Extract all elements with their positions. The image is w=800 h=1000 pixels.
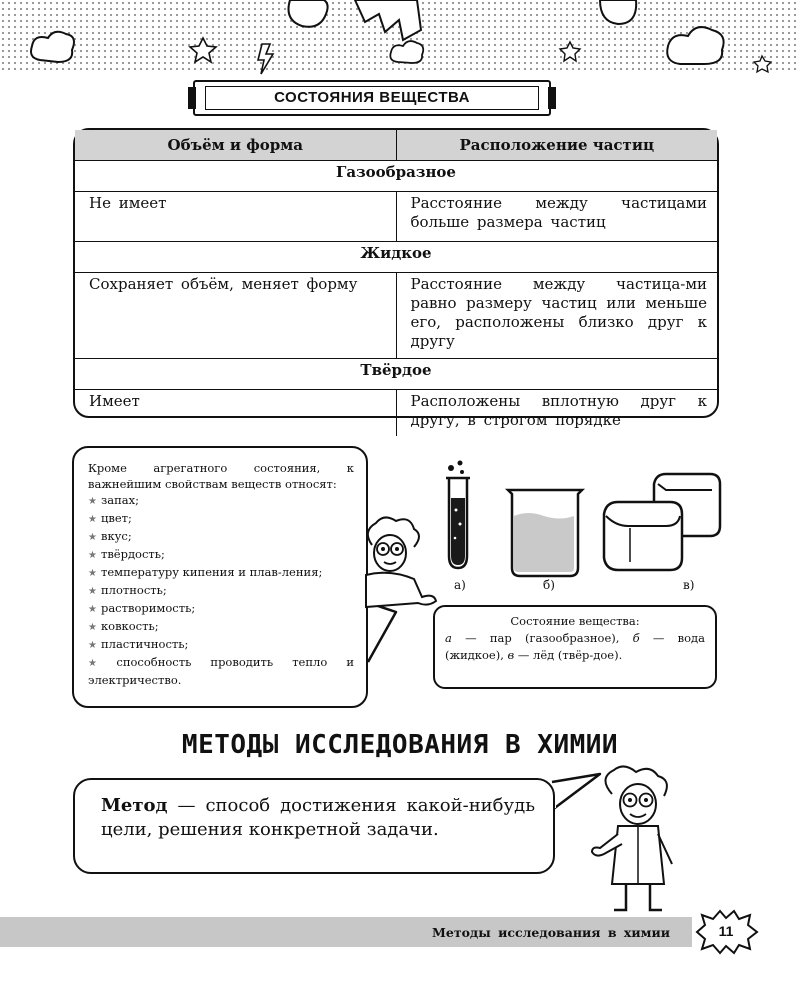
page-number: 11 [718,923,734,939]
state-name: Газообразное [75,161,717,192]
star-bullet-icon: ★ [88,586,97,597]
cell-particles: Расстояние между частицами больше размера частиц [396,192,717,242]
star-bullet-icon: ★ [88,640,97,651]
cloud-right-small [390,41,423,63]
title-bar-left [188,87,196,109]
star-icon-left [190,38,216,62]
test-tube-illustration [440,458,480,578]
table-header-row [75,130,717,161]
table-row [75,192,717,242]
ice-cubes-illustration [600,468,725,578]
star-bullet-icon: ★ [88,658,113,669]
state-name: Твёрдое [75,359,717,390]
list-item: ★ растворимость; [88,601,196,615]
methods-heading: МЕТОДЫ ИССЛЕДОВАНИЯ В ХИМИИ [181,730,619,760]
caption-letter-c: в [507,648,515,662]
cell-particles: Расположены вплотную друг к другу, в строгом порядке [396,390,717,437]
caption-title: Состояние вещества: [510,614,640,628]
list-item: ★ пластичность; [88,637,189,651]
header-particles: Расположение частиц [396,130,717,161]
doodle-shapes [0,0,800,80]
caption-letter-b: б [632,631,640,645]
section-title-box [193,80,551,116]
definition-text: — способ достижения какой-нибудь цели, решения конкретной задачи. [101,795,535,840]
star-icon-right [560,42,580,61]
state-row-solid [75,359,717,390]
cell-volume-shape: Сохраняет объём, меняет форму [89,275,358,293]
title-bar-right [548,87,556,109]
star-bullet-icon: ★ [88,604,97,615]
cloud-top-right [600,0,636,24]
state-row-gas [75,161,717,192]
header-volume-shape: Объём и форма [75,130,396,161]
figure-label-c: в) [683,578,695,592]
definition-term: Метод [101,795,168,816]
star-bullet-icon: ★ [88,532,97,543]
figure-label-a: а) [454,578,466,592]
list-item: ★ температуру кипения и плав-ления; [88,565,323,579]
beaker-illustration [500,472,590,582]
properties-intro: Кроме агрегатного состояния, к важнейшим свойствам веществ относят: [88,461,354,491]
star-bullet-icon: ★ [88,622,97,633]
star-bullet-icon: ★ [88,550,97,561]
star-bullet-icon: ★ [88,496,97,507]
states-table [73,128,719,429]
cloud-right [667,27,723,64]
figure-caption-box [433,605,717,689]
list-item: ★ плотность; [88,583,167,597]
professor-standing-illustration [590,768,695,918]
table-row [75,390,717,437]
page-number-badge [693,910,759,954]
professor-peeking-illustration [358,515,438,610]
state-name: Жидкое [75,242,717,273]
properties-bubble [72,446,368,708]
list-item: ★ цвет; [88,511,132,525]
list-item: ★ вкус; [88,529,132,543]
list-item: ★ ковкость; [88,619,159,633]
splash-shape [355,0,421,40]
list-item: ★ твёрдость; [88,547,165,561]
caption-text: а — пар (газообразное), б — вода (жидкое), в — лёд (твёр-дое). [445,631,705,662]
footer-title: Методы исследования в химии [432,925,670,940]
properties-list [88,492,354,688]
lightning-icon [258,44,273,74]
state-row-liquid [75,242,717,273]
list-item: ★ запах; [88,493,139,507]
star-bullet-icon: ★ [88,568,97,579]
cloud-center [289,0,328,27]
star-bullet-icon: ★ [88,514,97,525]
caption-letter-a: а [445,631,452,645]
list-item: ★ способность проводить тепло и электричество. [88,655,354,687]
cell-volume-shape: Не имеет [89,194,167,212]
definition-bubble [73,778,555,874]
cloud-left [31,32,74,62]
section-title: СОСТОЯНИЯ ВЕЩЕСТВА [205,86,539,110]
cell-particles: Расстояние между частица-ми равно размеру частиц или меньше его, расположены близко друг к другу [396,273,717,359]
figure-label-b: б) [543,578,555,592]
cell-volume-shape: Имеет [89,392,140,410]
star-icon-far-right [754,56,771,72]
table-row [75,273,717,359]
